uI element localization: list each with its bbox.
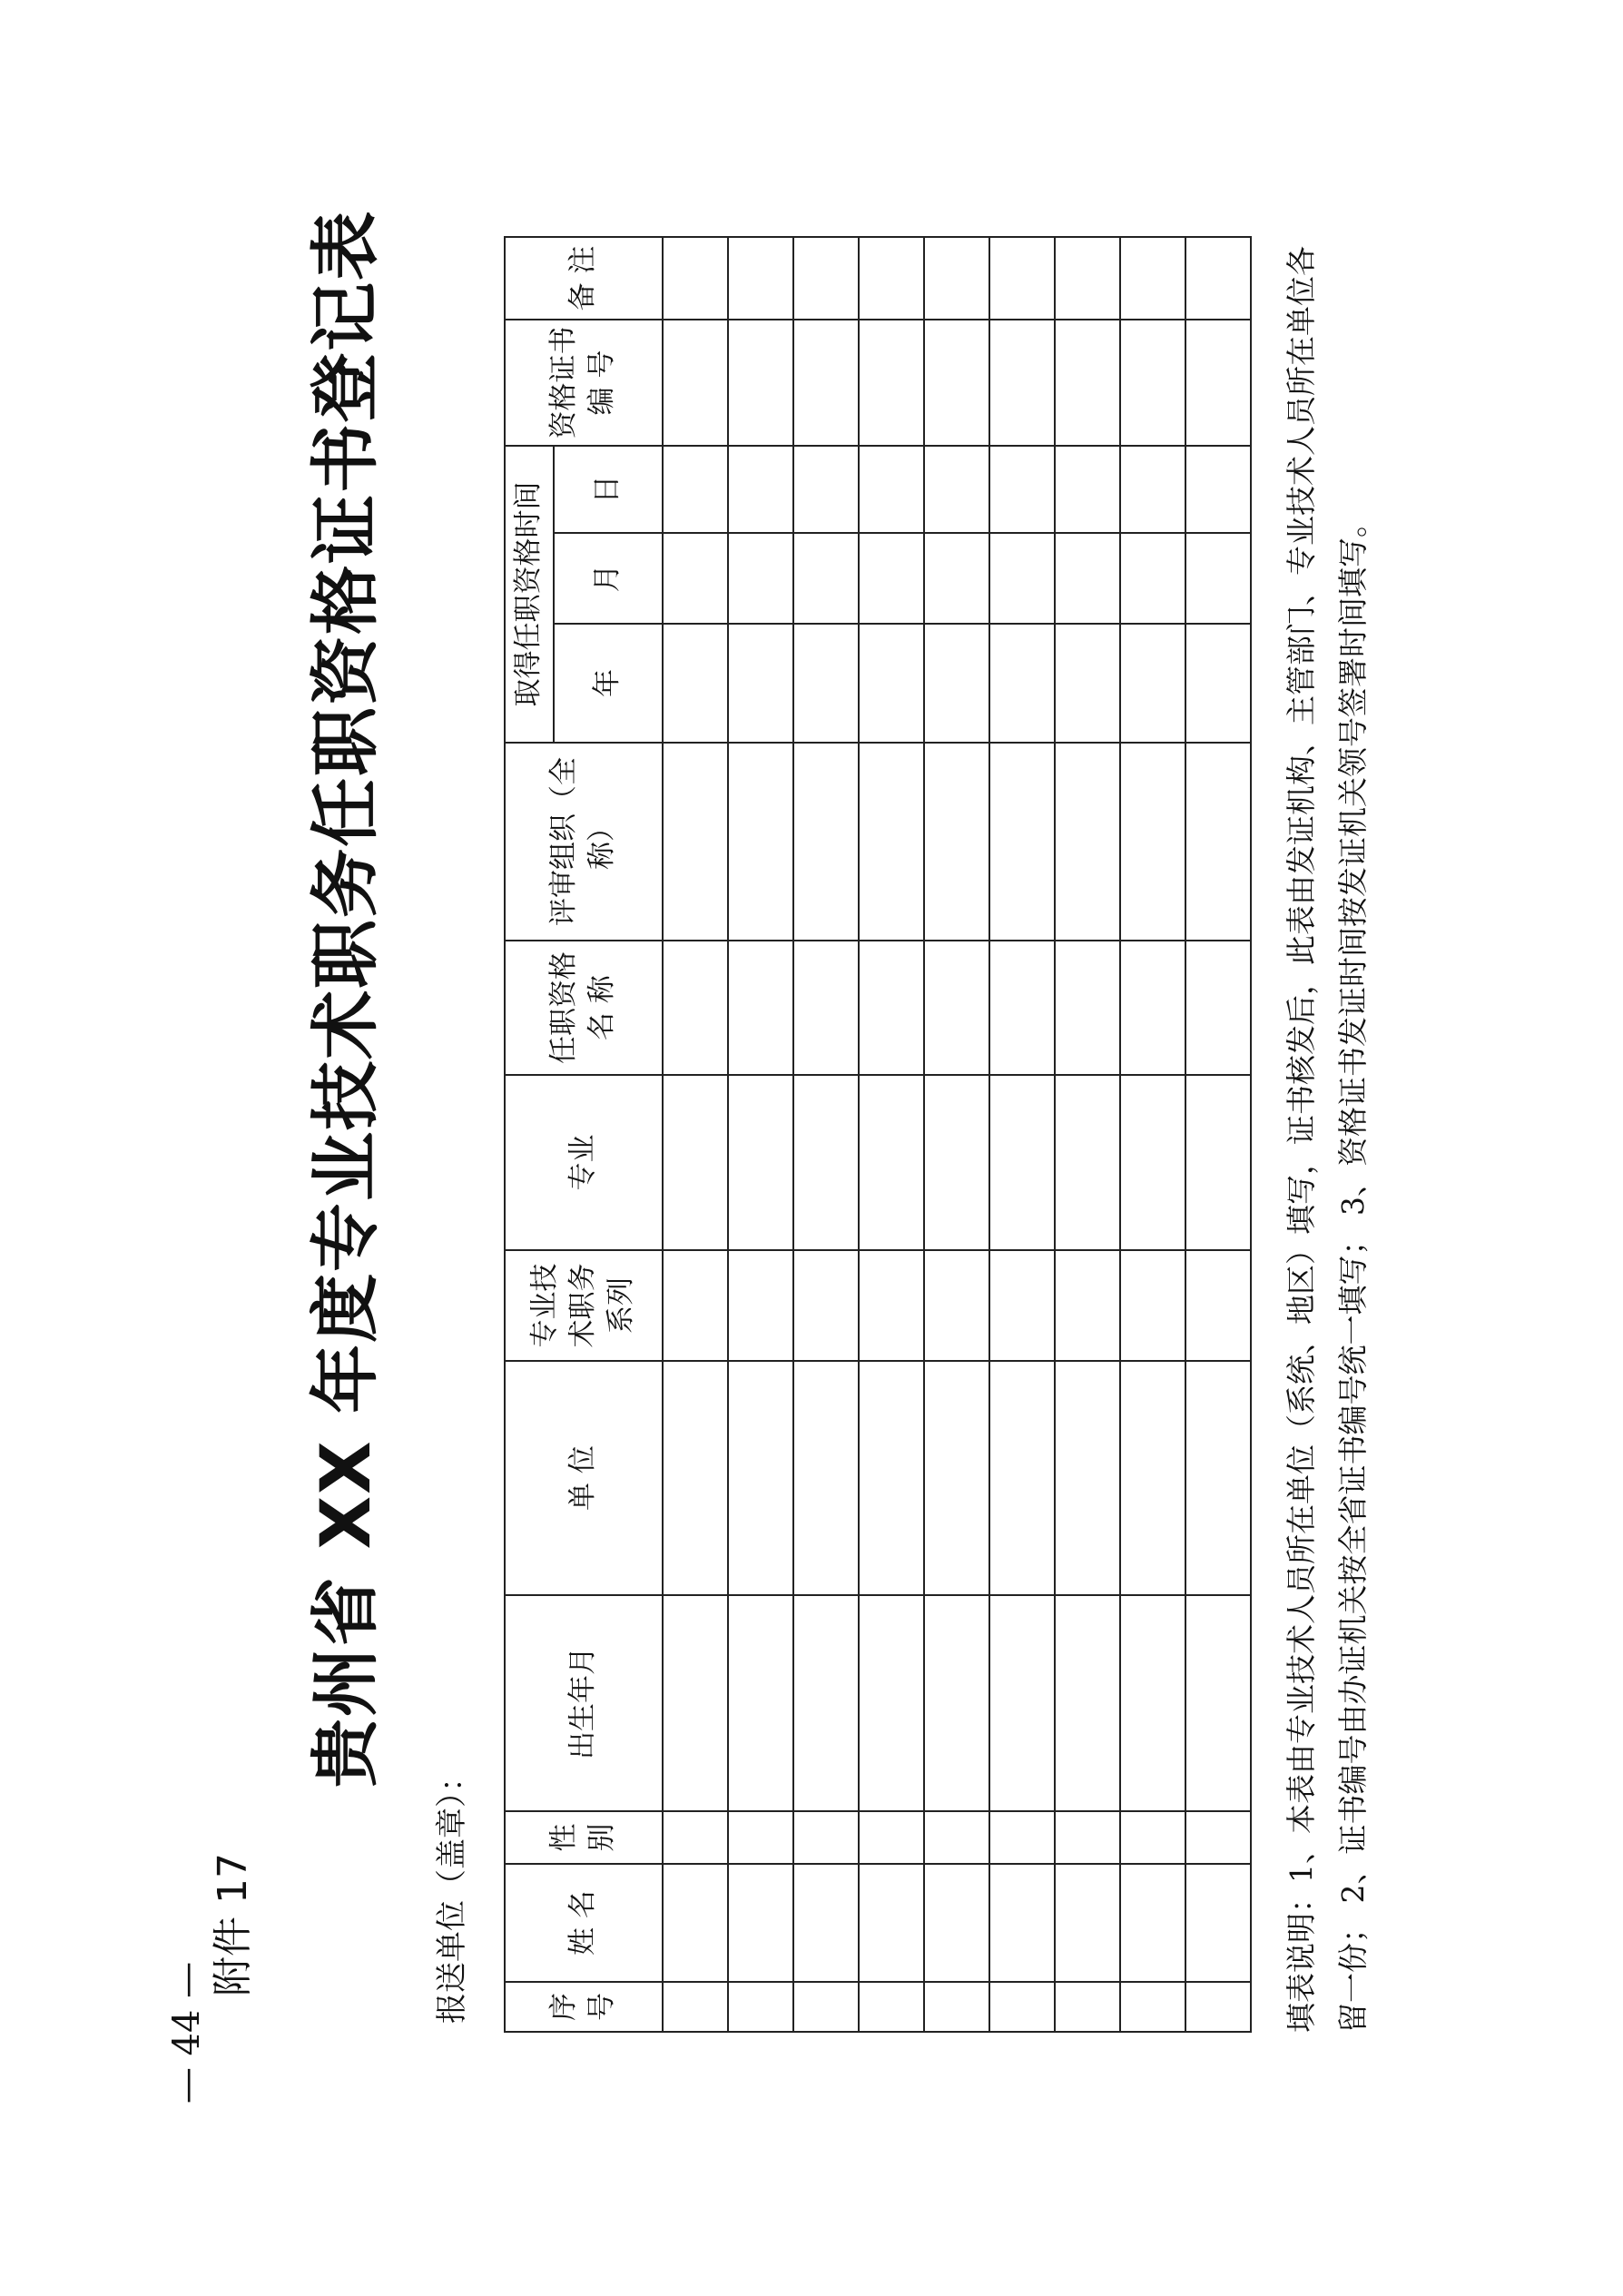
table-cell[interactable] [859,1864,924,1982]
table-row [1120,237,1185,2032]
page-number: — 44 — [166,1961,208,2104]
header-cert-no: 资格证书编 号 [505,320,663,446]
table-cell[interactable] [1185,1811,1251,1864]
table-cell[interactable] [728,237,793,320]
table-row [1055,237,1120,2032]
table-cell[interactable] [1185,1250,1251,1361]
table-row [924,237,989,2032]
table-cell[interactable] [924,1864,989,1982]
table-cell[interactable] [1120,1982,1185,2032]
document-title: 贵州省 XX 年度专业技术职务任职资格证书登记表 [305,209,386,1788]
table-cell[interactable] [859,1595,924,1811]
table-cell[interactable] [1055,743,1120,941]
table-cell[interactable] [859,941,924,1075]
table-cell[interactable] [924,1361,989,1595]
table-cell[interactable] [989,1864,1055,1982]
table-cell[interactable] [1185,743,1251,941]
table-cell[interactable] [924,237,989,320]
table-cell[interactable] [1055,1864,1120,1982]
table-cell[interactable] [989,533,1055,624]
table-cell[interactable] [924,533,989,624]
table-cell[interactable] [728,533,793,624]
table-cell[interactable] [924,624,989,743]
table-cell[interactable] [793,941,859,1075]
table-cell[interactable] [989,237,1055,320]
table-cell[interactable] [859,1075,924,1250]
table-cell[interactable] [989,1075,1055,1250]
table-cell[interactable] [924,1250,989,1361]
table-cell[interactable] [663,941,728,1075]
table-cell[interactable] [859,1982,924,2032]
table-cell[interactable] [1055,1811,1120,1864]
table-cell[interactable] [793,1361,859,1595]
table-cell[interactable] [663,237,728,320]
table-cell[interactable] [793,1811,859,1864]
table-cell[interactable] [859,446,924,533]
table-cell[interactable] [924,1075,989,1250]
table-cell[interactable] [728,624,793,743]
table-row [793,237,859,2032]
table-cell[interactable] [793,624,859,743]
table-cell[interactable] [924,743,989,941]
table-cell[interactable] [728,1595,793,1811]
table-cell[interactable] [1185,1864,1251,1982]
table-cell[interactable] [1055,624,1120,743]
table-cell[interactable] [728,446,793,533]
table-cell[interactable] [793,446,859,533]
table-cell[interactable] [1185,624,1251,743]
table-cell[interactable] [989,941,1055,1075]
table-cell[interactable] [793,237,859,320]
table-cell[interactable] [859,1361,924,1595]
table-cell[interactable] [728,1250,793,1361]
table-row [859,237,924,2032]
table-cell[interactable] [1185,320,1251,446]
table-cell[interactable] [924,1595,989,1811]
table-cell[interactable] [793,1864,859,1982]
table-cell[interactable] [989,1811,1055,1864]
footnote-line-1: 填表说明：1、本表由专业技术人员所在单位（系统、地区）填写，证书核发后，此表由发证机构、主管部门、专业技术人员所在单位各 [1284,246,1319,2033]
table-cell[interactable] [859,624,924,743]
table-cell[interactable] [793,533,859,624]
table-cell[interactable] [728,1075,793,1250]
header-day: 日 [554,446,663,533]
table-cell[interactable] [1120,446,1185,533]
table-cell[interactable] [663,743,728,941]
table-cell[interactable] [728,1361,793,1595]
table-cell[interactable] [1120,624,1185,743]
table-cell[interactable] [663,1250,728,1361]
table-cell[interactable] [1120,1864,1185,1982]
table-cell[interactable] [859,320,924,446]
table-cell[interactable] [728,941,793,1075]
table-cell[interactable] [1185,533,1251,624]
table-cell[interactable] [793,1982,859,2032]
table-row [989,237,1055,2032]
table-cell[interactable] [859,743,924,941]
table-cell[interactable] [1120,1250,1185,1361]
table-cell[interactable] [793,1595,859,1811]
footnote-line-2: 留一份； 2、证书编号由办证机关按全省证书编号统一填写； 3、资格证书发证时间按发证机关领号签署时间填写。 [1335,507,1371,2033]
table-cell[interactable] [924,1982,989,2032]
table-cell[interactable] [793,1250,859,1361]
table-cell[interactable] [1055,237,1120,320]
table-cell[interactable] [989,1361,1055,1595]
table-cell[interactable] [663,533,728,624]
header-seq: 序号 [505,1982,663,2032]
registration-table [504,236,1252,2033]
table-cell[interactable] [663,1864,728,1982]
header-unit: 单 位 [505,1361,663,1595]
header-obtained-time: 取得任职资格时间 [505,446,554,743]
table-cell[interactable] [924,941,989,1075]
table-cell[interactable] [924,320,989,446]
table-cell[interactable] [1120,320,1185,446]
table-cell[interactable] [1055,533,1120,624]
report-unit-label: 报送单位（盖章）： [434,1761,470,2024]
table-cell[interactable] [1120,743,1185,941]
table-cell[interactable] [989,1982,1055,2032]
table-cell[interactable] [793,743,859,941]
header-series: 专业技术职务系列 [505,1250,663,1361]
table-cell[interactable] [1185,1982,1251,2032]
header-remarks: 备 注 [505,237,663,320]
header-major: 专业 [505,1075,663,1250]
header-month: 月 [554,533,663,624]
table-cell[interactable] [663,1595,728,1811]
table-cell[interactable] [663,624,728,743]
table-cell[interactable] [989,1595,1055,1811]
table-cell[interactable] [1055,1595,1120,1811]
table-cell[interactable] [728,320,793,446]
table-cell[interactable] [1120,941,1185,1075]
table-cell[interactable] [663,446,728,533]
table-cell[interactable] [859,1250,924,1361]
table-cell[interactable] [1185,446,1251,533]
header-name: 姓 名 [505,1864,663,1982]
table-cell[interactable] [1120,1361,1185,1595]
table-cell[interactable] [663,1361,728,1595]
table-cell[interactable] [1120,533,1185,624]
table-cell[interactable] [1055,320,1120,446]
table-cell[interactable] [924,446,989,533]
table-cell[interactable] [1055,1982,1120,2032]
header-gender: 性别 [505,1811,663,1864]
table-cell[interactable] [1120,1811,1185,1864]
table-cell[interactable] [989,1250,1055,1361]
table-cell[interactable] [1185,237,1251,320]
table-cell[interactable] [1120,1075,1185,1250]
table-cell[interactable] [859,533,924,624]
table-cell[interactable] [1185,1075,1251,1250]
table-cell[interactable] [859,1811,924,1864]
table-cell[interactable] [1055,1361,1120,1595]
table-cell[interactable] [793,320,859,446]
table-cell[interactable] [1185,1361,1251,1595]
header-birth: 出生年月 [505,1595,663,1811]
table-cell[interactable] [728,1811,793,1864]
table-cell[interactable] [1055,1250,1120,1361]
table-cell[interactable] [1185,941,1251,1075]
table-row [1185,237,1251,2032]
table-cell[interactable] [989,743,1055,941]
table-cell[interactable] [1055,1075,1120,1250]
header-review-org: 评审组织（全称） [505,743,663,941]
attachment-label: 附件 17 [210,1853,256,1996]
header-qualification: 任职资格名 称 [505,941,663,1075]
table-row [728,237,793,2032]
table-cell[interactable] [663,1075,728,1250]
table-cell[interactable] [989,320,1055,446]
table-cell[interactable] [859,237,924,320]
header-year: 年 [554,624,663,743]
table-cell[interactable] [1120,1595,1185,1811]
table-cell[interactable] [793,1075,859,1250]
table-cell[interactable] [663,1982,728,2032]
table-cell[interactable] [989,446,1055,533]
table-cell[interactable] [728,743,793,941]
table-cell[interactable] [728,1864,793,1982]
table-cell[interactable] [924,1811,989,1864]
table-cell[interactable] [663,320,728,446]
table-row [663,237,728,2032]
table-cell[interactable] [1055,941,1120,1075]
table-cell[interactable] [1055,446,1120,533]
table-cell[interactable] [728,1982,793,2032]
table-cell[interactable] [1120,237,1185,320]
table-cell[interactable] [989,624,1055,743]
table-cell[interactable] [1185,1595,1251,1811]
table-cell[interactable] [663,1811,728,1864]
